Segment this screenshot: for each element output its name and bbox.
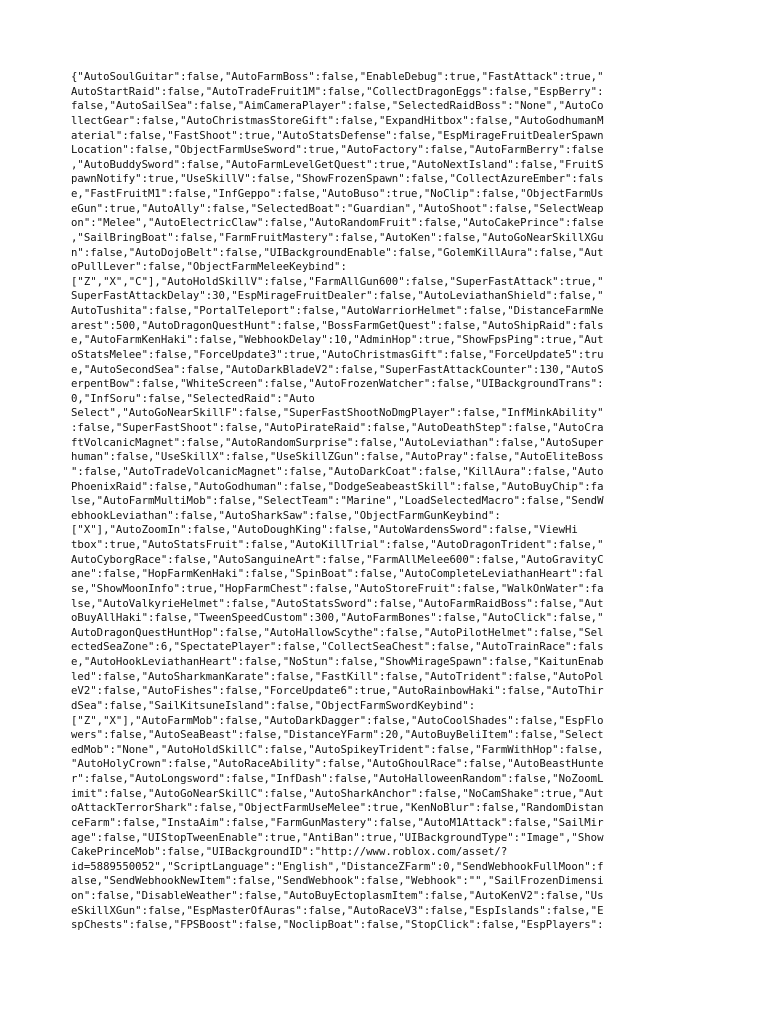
text-line: spChests":false,"FPSBoost":false,"NoclipBoat":false,"StopClick":false,"EspPlayers": [71, 918, 604, 932]
text-line: oPullLever":false,"ObjectFarmMeleeKeybind": [71, 260, 347, 274]
text-line: arest":500,"AutoDragonQuestHunt":false,"BossFarmGetQuest":false,"AutoShipRaid":fals [71, 318, 604, 332]
text-line: dSea":false,"SailKitsuneIsland":false,"ObjectFarmSwordKeybind": [71, 698, 476, 712]
text-line: AutoTushita":false,"PortalTeleport":false,"AutoWarriorHelmet":false,"DistanceFarmNe [71, 304, 604, 317]
text-line: AutoStartRaid":false,"AutoTradeFruit1M":false,"CollectDragonEggs":false,"EspBerry": [71, 84, 604, 98]
text-line: aterial":false,"FastShoot":true,"AutoStatsDefense":false,"EspMirageFruitDealerSpawn [71, 128, 604, 142]
text-line: n":false,"AutoDojoBelt":false,"UIBackgroundEnable":false,"GolemKillAura":false,"Aut [71, 245, 604, 259]
text-line: oBuyAllHaki":false,"TweenSpeedCustom":300,"AutoFarmBones":false,"AutoClick":false," [71, 611, 604, 625]
text-line: eV2":false,"AutoFishes":false,"ForceUpdate6":true,"AutoRainbowHaki":false,"AutoThir [71, 684, 604, 698]
text-line: ,"AutoBuddySword":false,"AutoFarmLevelGetQuest":true,"AutoNextIsland":false,"FruitS [71, 157, 604, 171]
text-line: ["X"],"AutoZoomIn":false,"AutoDoughKing":false,"AutoWardensSword":false,"ViewHi [71, 523, 578, 537]
text-line: eGun":true,"AutoAlly":false,"SelectedBoat":"Guardian","AutoShoot":false,"SelectWeap [71, 201, 604, 215]
text-line: ["Z","X"],"AutoFarmMob":false,"AutoDarkDagger":false,"AutoCoolShades":false,"EspFlo [71, 713, 604, 727]
text-line: 0,"InfSoru":false,"SelectedRaid":"Auto [71, 391, 315, 405]
text-line: ftVolcanicMagnet":false,"AutoRandomSurprise":false,"AutoLeviathan":false,"AutoSuper [71, 435, 604, 449]
text-line: e,"FastFruitM1":false,"InfGeppo":false,"AutoBuso":true,"NoClip":false,"ObjectFarmUs [71, 187, 604, 200]
text-line: ":false,"AutoTradeVolcanicMagnet":false,"AutoDarkCoat":false,"KillAura":false,"Auto [71, 464, 604, 478]
text-line: CakePrinceMob":false,"UIBackgroundID":"http://www.roblox.com/asset/? [71, 845, 508, 859]
text-line: :false,"SuperFastShoot":false,"AutoPirateRaid":false,"AutoDeathStep":false,"AutoCra [71, 421, 604, 434]
text-line: Select","AutoGoNearSkillF":false,"SuperFastShootNoDmgPlayer":false,"InfMinkAbility" [71, 406, 604, 420]
text-line: age":false,"UIStopTweenEnable":true,"AntiBan":true,"UIBackgroundType":"Image","Show [71, 830, 604, 844]
text-line: lse,"AutoValkyrieHelmet":false,"AutoStatsSword":false,"AutoFarmRaidBoss":false,"Aut [71, 596, 604, 610]
text-line: ebhookLeviathan":false,"AutoSharkSaw":false,"ObjectFarmGunKeybind": [71, 508, 501, 522]
text-line: AutoDragonQuestHuntHop":false,"AutoHallowScythe":false,"AutoPilotHelmet":false,"Sel [71, 625, 604, 639]
text-line: human":false,"UseSkillX":false,"UseSkillZGun":false,"AutoPray":false,"AutoEliteBoss [71, 450, 604, 464]
text-line: tbox":true,"AutoStatsFruit":false,"AutoKillTrial":false,"AutoDragonTrident":false," [71, 538, 604, 551]
text-line: llectGear":false,"AutoChristmasStoreGift":false,"ExpandHitbox":false,"AutoGodhumanM [71, 113, 604, 127]
text-line: ,"SailBringBoat":false,"FarmFruitMastery":false,"AutoKen":false,"AutoGoNearSkillXGu [71, 230, 604, 244]
text-line: se,"ShowMoonInfo":true,"HopFarmChest":false,"AutoStoreFruit":false,"WalkOnWater":fa [71, 581, 604, 595]
text-line: imit":false,"AutoGoNearSkillC":false,"AutoSharkAnchor":false,"NoCamShake":true,"Aut [71, 786, 604, 800]
text-line: SuperFastAttackDelay":30,"EspMirageFruitDealer":false,"AutoLeviathanShield":false," [71, 289, 604, 303]
text-line: ectedSeaZone":6,"SpectatePlayer":false,"CollectSeaChest":false,"AutoTrainRace":fals [71, 640, 604, 654]
text-line: e,"AutoSecondSea":false,"AutoDarkBladeV2":false,"SuperFastAttackCounter":130,"AutoS [71, 362, 604, 376]
text-line: ane":false,"HopFarmKenHaki":false,"SpinBoat":false,"AutoCompleteLeviathanHeart":fal [71, 567, 604, 581]
text-line: r":false,"AutoLongsword":false,"InfDash":false,"AutoHalloweenRandom":false,"NoZoomL [71, 772, 604, 785]
text-line: wers":false,"AutoSeaBeast":false,"DistanceYFarm":20,"AutoBuyBeliItem":false,"Select [71, 728, 604, 742]
text-line: alse,"SendWebhookNewItem":false,"SendWebhook":false,"Webhook":"","SailFrozenDimensi [71, 874, 604, 888]
text-line: e,"AutoHookLeviathanHeart":false,"NoStun":false,"ShowMirageSpawn":false,"KaitunEnab [71, 655, 604, 668]
text-line: Location":false,"ObjectFarmUseSword":true,"AutoFactory":false,"AutoFarmBerry":false [71, 143, 604, 157]
text-line: oAttackTerrorShark":false,"ObjectFarmUseMelee":true,"KenNoBlur":false,"RandomDistan [71, 801, 604, 815]
text-line: id=5889550052","ScriptLanguage":"English","DistanceZFarm":0,"SendWebhookFullMoon":f [71, 859, 604, 873]
text-line: ["Z","X","C"],"AutoHoldSkillV":false,"FarmAllGun600":false,"SuperFastAttack":true," [71, 274, 604, 288]
text-line: pawnNotify":true,"UseSkillV":false,"ShowFrozenSpawn":false,"CollectAzureEmber":fals [71, 172, 604, 186]
text-line: AutoCyborgRace":false,"AutoSanguineArt":false,"FarmAllMelee600":false,"AutoGravityC [71, 552, 604, 566]
text-line: oStatsMelee":false,"ForceUpdate3":true,"AutoChristmasGift":false,"ForceUpdate5":tru [71, 347, 604, 361]
text-line: on":false,"DisableWeather":false,"AutoBuyEctoplasmItem":false,"AutoKenV2":false,"Us [71, 889, 604, 902]
text-line: led":false,"AutoSharkmanKarate":false,"FastKill":false,"AutoTrident":false,"AutoPol [71, 669, 604, 683]
text-line: PhoenixRaid":false,"AutoGodhuman":false,"DodgeSeabeastSkill":false,"AutoBuyChip":fa [71, 479, 604, 493]
text-line: erpentBow":false,"WhiteScreen":false,"AutoFrozenWatcher":false,"UIBackgroundTrans": [71, 377, 604, 391]
text-line: edMob":"None","AutoHoldSkillC":false,"AutoSpikeyTrident":false,"FarmWithHop":false, [71, 742, 604, 756]
text-line: eSkillXGun":false,"EspMasterOfAuras":false,"AutoRaceV3":false,"EspIslands":false,"E [71, 903, 604, 917]
text-line: ceFarm":false,"InstaAim":false,"FarmGunMastery":false,"AutoM1Attack":false,"SailMir [71, 815, 604, 829]
text-line: on":"Melee","AutoElectricClaw":false,"AutoRandomFruit":false,"AutoCakePrince":false [71, 216, 604, 230]
text-line: {"AutoSoulGuitar":false,"AutoFarmBoss":false,"EnableDebug":true,"FastAttack":true," [71, 70, 604, 83]
text-line: lse,"AutoFarmMultiMob":false,"SelectTeam":"Marine","LoadSelectedMacro":false,"SendW [71, 494, 604, 508]
text-line: "AutoHolyCrown":false,"AutoRaceAbility":false,"AutoGhoulRace":false,"AutoBeastHunte [71, 757, 604, 771]
text-line: e,"AutoFarmKenHaki":false,"WebhookDelay":10,"AdminHop":true,"ShowFpsPing":true,"Aut [71, 333, 604, 347]
json-config-text [71, 70, 711, 933]
text-line: false,"AutoSailSea":false,"AimCameraPlayer":false,"SelectedRaidBoss":"None","AutoCo [71, 99, 604, 113]
